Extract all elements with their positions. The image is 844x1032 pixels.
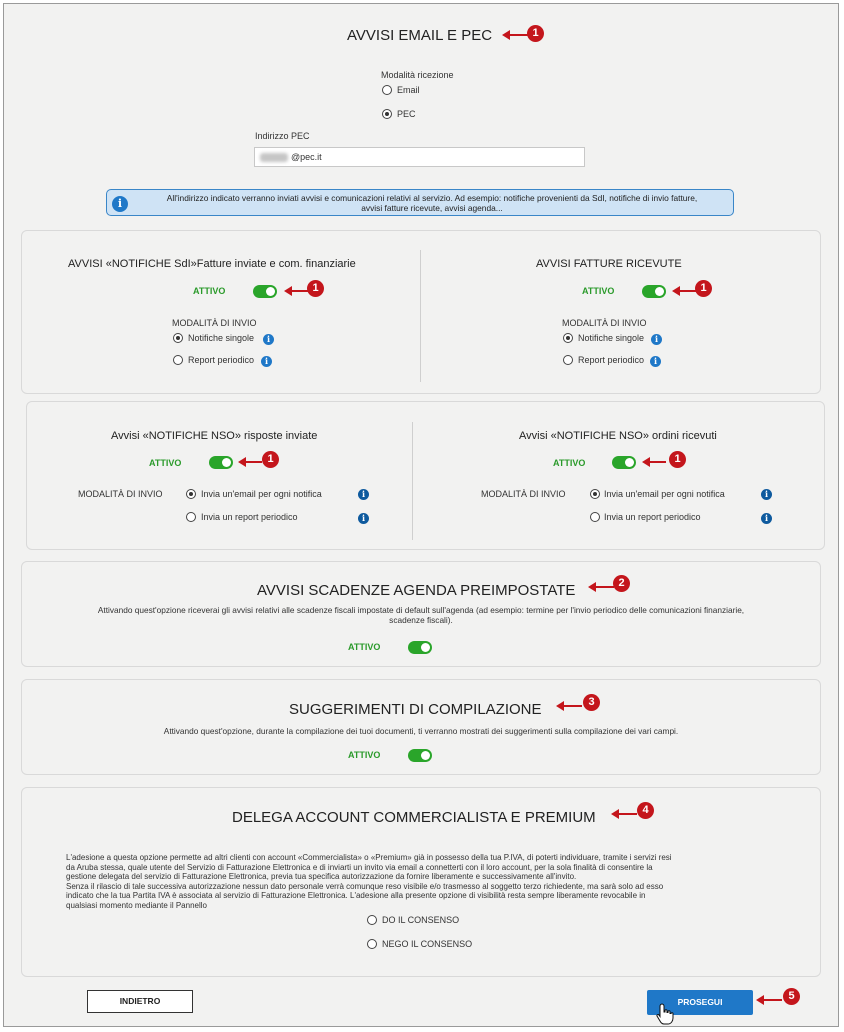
info-banner-line: avvisi fatture ricevute, avvisi agenda... xyxy=(361,203,503,213)
nso-left-report-label: Invia un report periodico xyxy=(201,512,298,522)
delega-title: DELEGA ACCOUNT COMMERCIALISTA E PREMIUM xyxy=(232,809,596,826)
next-button[interactable]: PROSEGUI xyxy=(647,990,753,1015)
radio-pec-label: PEC xyxy=(397,109,416,119)
panel-divider xyxy=(412,422,413,540)
annotation-arrow xyxy=(648,461,666,463)
agenda-toggle[interactable] xyxy=(408,641,432,654)
nso-right-email-label: Invia un'email per ogni notifica xyxy=(604,489,725,499)
sdi-left-status: ATTIVO xyxy=(193,286,226,296)
radio-email[interactable] xyxy=(382,85,392,95)
nso-notifications-panel xyxy=(26,401,825,550)
sdi-right-radio-report[interactable] xyxy=(563,355,573,365)
info-icon[interactable]: i xyxy=(263,334,274,345)
sdi-right-singole-label: Notifiche singole xyxy=(578,333,645,343)
info-icon[interactable]: i xyxy=(651,334,662,345)
annotation-badge-2: 2 xyxy=(613,575,630,592)
agenda-title: AVVISI SCADENZE AGENDA PREIMPOSTATE xyxy=(257,582,576,599)
delega-description xyxy=(66,853,786,910)
annotation-arrow xyxy=(678,290,696,292)
pec-address-value: @pec.it xyxy=(291,152,322,162)
nso-left-radio-report[interactable] xyxy=(186,512,196,522)
info-banner xyxy=(106,189,734,216)
modalita-ricezione-label: Modalità ricezione xyxy=(381,70,454,80)
delega-desc-line: L'adesione a questa opzione permette ad altri clienti con account «Commercialista» o «Premium» già in possesso della tua P.IVA, di poterti individuare, tramite i servizi resi xyxy=(66,853,672,862)
info-icon: i xyxy=(112,196,128,212)
sdi-right-status: ATTIVO xyxy=(582,286,615,296)
sdi-right-modalita-label: MODALITÀ DI INVIO xyxy=(562,318,647,328)
delega-desc-line: qualsiasi momento mediante il Pannello xyxy=(66,900,207,910)
sdi-left-radio-report[interactable] xyxy=(173,355,183,365)
agenda-desc-line: Attivando quest'opzione riceverai gli avvisi relativi alle scadenze fiscali impostate di default sull'agenda (ad esempio: termine per l'invio periodico delle comunicazioni finanziarie, xyxy=(97,605,745,615)
annotation-arrow xyxy=(617,813,637,815)
nso-left-title: Avvisi «NOTIFICHE NSO» risposte inviate xyxy=(111,430,318,442)
agenda-description xyxy=(30,605,812,625)
nso-left-status: ATTIVO xyxy=(149,458,182,468)
radio-do-consenso[interactable] xyxy=(367,915,377,925)
nso-right-radio-report[interactable] xyxy=(590,512,600,522)
pec-address-input[interactable] xyxy=(254,147,585,167)
sdi-left-modalita-label: MODALITÀ DI INVIO xyxy=(172,318,257,328)
email-section-title: AVVISI EMAIL E PEC xyxy=(347,27,493,44)
annotation-badge-1: 1 xyxy=(262,451,279,468)
delega-desc-line: da Aruba stessa, quale utente del Servizio di Fatturazione Elettronica e di inviarti un invito via email a connetterti con il loro account, per la sola finalità di consentire la xyxy=(66,862,653,872)
sdi-right-radio-singole[interactable] xyxy=(563,333,573,343)
annotation-arrow xyxy=(762,999,782,1001)
sdi-notifications-panel xyxy=(21,230,821,394)
annotation-badge-1: 1 xyxy=(695,280,712,297)
panel-divider xyxy=(420,250,421,382)
annotation-badge-1: 1 xyxy=(527,25,544,42)
nso-left-toggle[interactable] xyxy=(209,456,233,469)
annotation-badge-3: 3 xyxy=(583,694,600,711)
info-icon[interactable]: i xyxy=(650,356,661,367)
redacted-text xyxy=(260,153,288,162)
annotation-badge-4: 4 xyxy=(637,802,654,819)
info-icon[interactable]: i xyxy=(358,489,369,500)
info-icon[interactable]: i xyxy=(761,513,772,524)
sdi-left-radio-singole[interactable] xyxy=(173,333,183,343)
annotation-badge-5: 5 xyxy=(783,988,800,1005)
suggestions-title: SUGGERIMENTI DI COMPILAZIONE xyxy=(289,701,542,718)
radio-pec[interactable] xyxy=(382,109,392,119)
info-icon[interactable]: i xyxy=(261,356,272,367)
sdi-left-title: AVVISI «NOTIFICHE SdI»Fatture inviate e com. finanziarie xyxy=(68,258,356,270)
radio-email-label: Email xyxy=(397,85,420,95)
sdi-left-singole-label: Notifiche singole xyxy=(188,333,255,343)
suggestions-status: ATTIVO xyxy=(348,750,381,760)
sdi-right-report-label: Report periodico xyxy=(578,355,645,365)
suggestions-toggle[interactable] xyxy=(408,749,432,762)
nso-right-status: ATTIVO xyxy=(553,458,586,468)
delega-desc-line: gestione delegata del servizio di Fatturazione Elettronica, previa tua specifica autorizzazione da fornire liberamente e successivamente all'invito. xyxy=(66,872,577,881)
nso-right-report-label: Invia un report periodico xyxy=(604,512,701,522)
agenda-desc-line: scadenze fiscali). xyxy=(389,615,453,625)
do-consenso-label: DO IL CONSENSO xyxy=(382,915,460,925)
info-icon[interactable]: i xyxy=(358,513,369,524)
nso-left-radio-email[interactable] xyxy=(186,489,196,499)
nso-left-email-label: Invia un'email per ogni notifica xyxy=(201,489,322,499)
annotation-badge-1: 1 xyxy=(669,451,686,468)
nso-right-radio-email[interactable] xyxy=(590,489,600,499)
pec-address-label: Indirizzo PEC xyxy=(255,131,310,141)
nso-left-modalita-label: MODALITÀ DI INVIO xyxy=(78,489,163,499)
suggestions-description: Attivando quest'opzione, durante la compilazione dei tuoi documenti, ti verranno mostrati dei suggerimenti sulla compilazione dei vari campi. xyxy=(163,726,679,736)
info-banner-text xyxy=(133,193,731,213)
annotation-arrow xyxy=(562,705,582,707)
annotation-badge-1: 1 xyxy=(307,280,324,297)
agenda-status: ATTIVO xyxy=(348,642,381,652)
sdi-left-toggle[interactable] xyxy=(253,285,277,298)
annotation-arrow xyxy=(508,34,528,36)
nso-right-title: Avvisi «NOTIFICHE NSO» ordini ricevuti xyxy=(519,430,717,442)
info-banner-line: All'indirizzo indicato verranno inviati avvisi e comunicazioni relativi al servizio. Ad esempio: notifiche provenienti da SdI, notifiche di invio fatture, xyxy=(166,193,698,203)
annotation-arrow xyxy=(290,290,308,292)
delega-desc-line: Senza il rilascio di tale successiva autorizzazione nessun dato personale verrà comunque reso visibile e/o trasmesso al soggetto terzo richiedente, ma sarà solo ad esso xyxy=(66,881,664,891)
back-button[interactable]: INDIETRO xyxy=(87,990,193,1013)
sdi-right-toggle[interactable] xyxy=(642,285,666,298)
annotation-arrow xyxy=(244,461,262,463)
info-icon[interactable]: i xyxy=(761,489,772,500)
delega-desc-line: indicato che la tua Partita IVA è associata al servizio di Fatturazione Elettronica. L'adesione alla presente opzione di visibilità resta sempre liberamente revocabile in xyxy=(66,891,646,900)
nego-consenso-label: NEGO IL CONSENSO xyxy=(382,939,473,949)
hand-cursor-icon xyxy=(656,1003,674,1025)
annotation-arrow xyxy=(594,586,614,588)
nso-right-modalita-label: MODALITÀ DI INVIO xyxy=(481,489,566,499)
sdi-right-title: AVVISI FATTURE RICEVUTE xyxy=(536,258,682,270)
nso-right-toggle[interactable] xyxy=(612,456,636,469)
radio-nego-consenso[interactable] xyxy=(367,939,377,949)
sdi-left-report-label: Report periodico xyxy=(188,355,255,365)
